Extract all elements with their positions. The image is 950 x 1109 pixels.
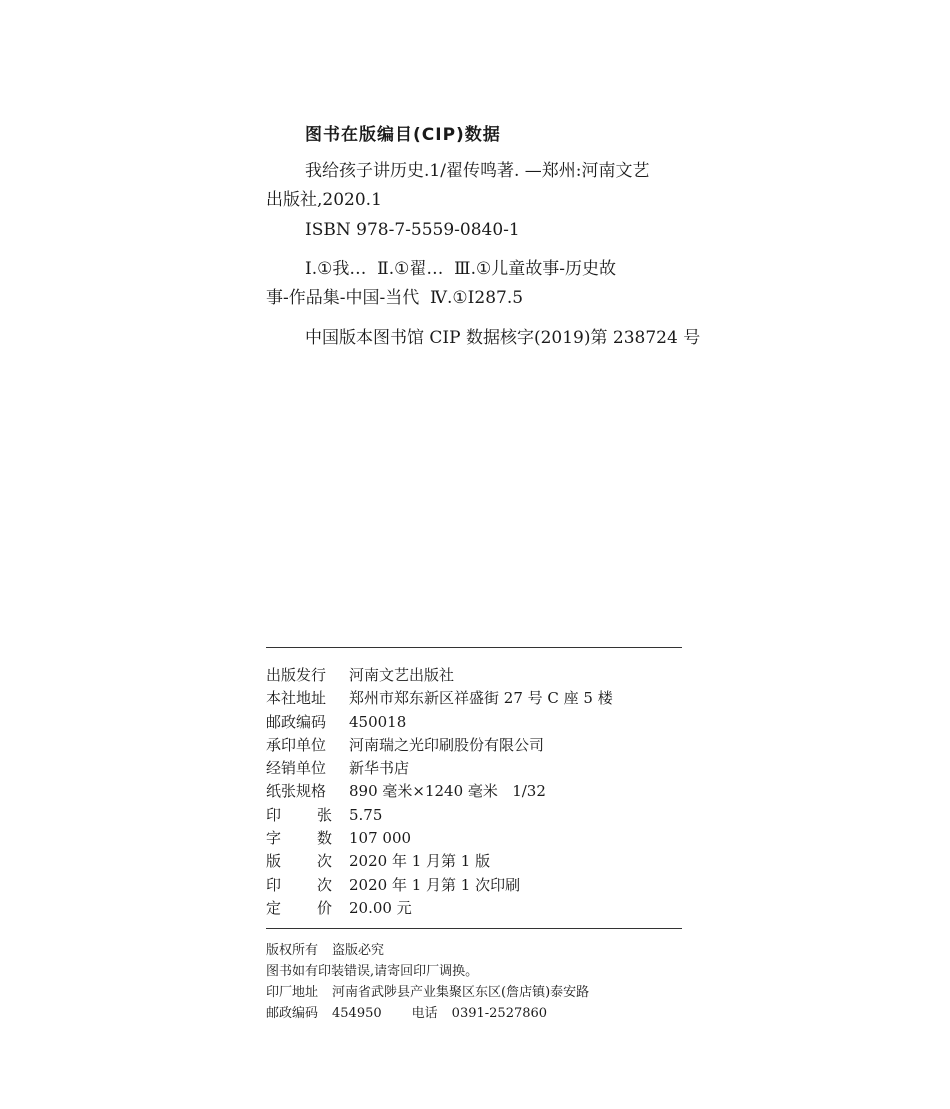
info-label-char: 字 xyxy=(266,829,282,848)
info-value: 450018 xyxy=(349,712,407,731)
info-value: 新华书店 xyxy=(349,759,410,778)
cip-record-block xyxy=(266,324,726,353)
cip-record: 中国版本图书馆 CIP 数据核字(2019)第 238724 号 xyxy=(305,328,701,348)
info-label-char: 价 xyxy=(316,898,332,917)
info-row-printing xyxy=(266,874,613,897)
footer-notice: 图书如有印装错误,请寄回印厂调换。 xyxy=(266,964,479,979)
info-label-char: 版 xyxy=(266,852,282,871)
info-label: 纸张规格 xyxy=(266,782,327,801)
info-row-postcode xyxy=(266,711,613,734)
piracy-text: 盗版必究 xyxy=(332,943,385,958)
info-label-char: 次 xyxy=(316,852,332,871)
phone-label: 电话 xyxy=(411,1006,438,1021)
phone-value: 0391-2527860 xyxy=(451,1006,548,1021)
info-value: 890 毫米×1240 毫米 1/32 xyxy=(349,782,546,801)
info-label xyxy=(266,897,332,920)
publication-info xyxy=(266,664,613,920)
footer-rights xyxy=(266,940,589,961)
info-label: 邮政编码 xyxy=(266,712,327,731)
info-row-sheets xyxy=(266,804,613,827)
cip-class-line-1: Ⅰ.①我… Ⅱ.①翟… Ⅲ.①儿童故事-历史故 xyxy=(305,259,616,279)
rights-text: 版权所有 xyxy=(266,943,319,958)
info-row-distributor xyxy=(266,757,613,780)
info-label-char: 印 xyxy=(266,805,282,824)
cip-description xyxy=(266,157,726,215)
info-value: 郑州市郑东新区祥盛街 27 号 C 座 5 楼 xyxy=(349,689,613,708)
info-value: 2020 年 1 月第 1 次印刷 xyxy=(349,875,521,894)
cip-classification xyxy=(266,255,726,313)
footer-notes xyxy=(266,940,589,1024)
info-label-char: 定 xyxy=(266,898,282,917)
cip-isbn-block xyxy=(266,216,726,245)
info-label: 经销单位 xyxy=(266,759,327,778)
footer-contact xyxy=(266,1003,589,1024)
postcode-value: 454950 xyxy=(332,1006,382,1021)
info-label: 出版发行 xyxy=(266,666,327,684)
info-label xyxy=(266,850,332,873)
postcode-label: 邮政编码 xyxy=(266,1006,319,1021)
factory-label: 印厂地址 xyxy=(266,985,319,1000)
footer-factory xyxy=(266,982,589,1003)
info-value: 河南瑞之光印刷股份有限公司 xyxy=(349,735,545,754)
info-label-char: 张 xyxy=(316,805,332,824)
info-label-char: 印 xyxy=(266,875,282,894)
info-value: 河南文艺出版社 xyxy=(349,666,455,684)
info-row-printer xyxy=(266,734,613,757)
info-value: 5.75 xyxy=(349,805,383,824)
divider-top xyxy=(266,647,682,648)
info-value: 20.00 元 xyxy=(349,898,412,917)
cip-class-line-2: 事-作品集-中国-当代 Ⅳ.①I287.5 xyxy=(266,288,524,308)
info-row-publisher xyxy=(266,664,613,687)
info-value: 107 000 xyxy=(349,829,412,848)
cip-isbn: ISBN 978-7-5559-0840-1 xyxy=(305,220,520,240)
info-row-edition xyxy=(266,850,613,873)
cip-line-2: 出版社,2020.1 xyxy=(266,190,382,210)
info-label xyxy=(266,804,332,827)
info-label-char: 次 xyxy=(316,875,332,894)
factory-address: 河南省武陟县产业集聚区东区(詹店镇)泰安路 xyxy=(332,985,590,1000)
info-label xyxy=(266,874,332,897)
info-row-address xyxy=(266,687,613,710)
info-row-paper-size xyxy=(266,780,613,803)
info-label xyxy=(266,827,332,850)
cip-line-1: 我给孩子讲历史.1/翟传鸣著. —郑州:河南文艺 xyxy=(305,161,650,181)
info-row-word-count xyxy=(266,827,613,850)
cip-title: 图书在版编目(CIP)数据 xyxy=(305,125,501,145)
info-label: 本社地址 xyxy=(266,689,327,708)
divider-bottom xyxy=(266,928,682,929)
info-label: 承印单位 xyxy=(266,735,327,754)
info-value: 2020 年 1 月第 1 版 xyxy=(349,852,491,871)
info-row-price xyxy=(266,897,613,920)
info-label-char: 数 xyxy=(316,829,332,848)
